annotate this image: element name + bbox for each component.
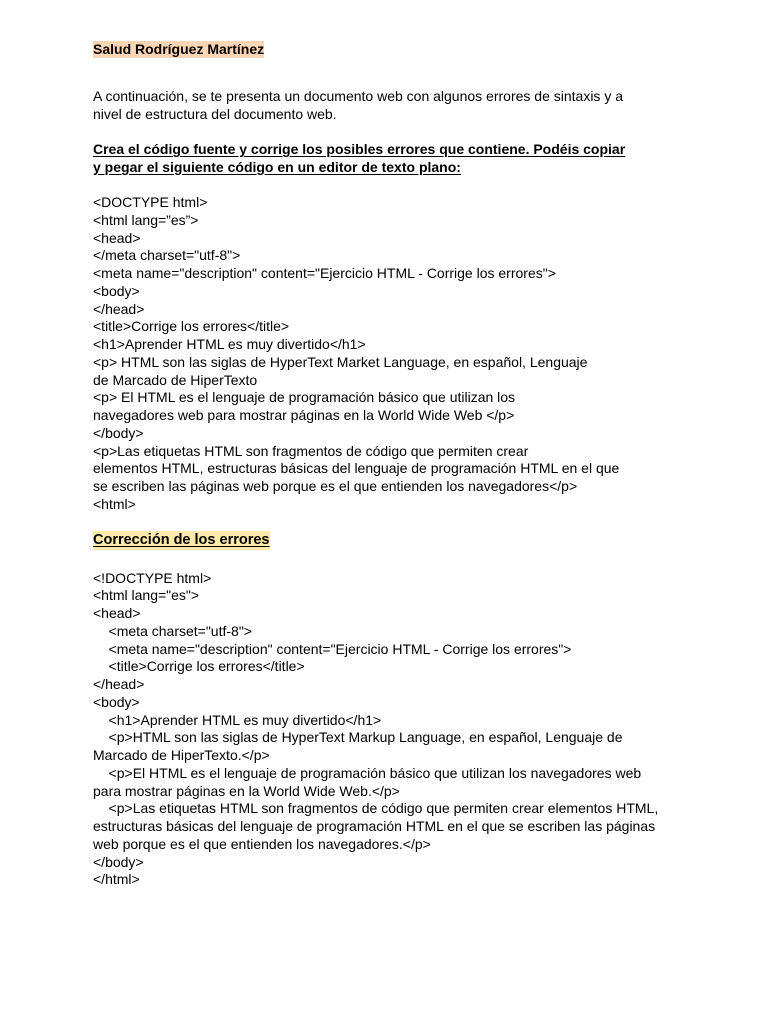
spacer (93, 550, 693, 570)
code-line: <p>Las etiquetas HTML son fragmentos de código que permiten crear elementos HTML, (93, 800, 659, 817)
corrected-code-block (93, 570, 693, 890)
code-line: <html lang=”es”> (93, 211, 199, 228)
code-line: Marcado de HiperTexto.</p> (93, 747, 270, 764)
correction-heading: Corrección de los errores (93, 531, 270, 548)
code-line: para mostrar páginas en la World Wide Web.</p> (93, 782, 400, 799)
code-line: <title>Corrige los errores</title> (93, 318, 290, 335)
code-line: navegadores web para mostrar páginas en la World Wide Web </p> (93, 407, 515, 424)
code-line: web porque es el que entienden los navegadores.</p> (93, 835, 431, 852)
spacer (93, 514, 693, 531)
code-line: <meta name="description" content="Ejercicio HTML - Corrige los errores"> (93, 640, 572, 657)
code-line: </body> (93, 424, 144, 441)
author-name: Salud Rodríguez Martínez (93, 41, 265, 57)
spacer (93, 59, 693, 88)
code-line: <p> El HTML es el lenguaje de programación básico que utilizan los (93, 389, 516, 406)
original-code-block (93, 194, 693, 514)
code-line: </html> (93, 871, 140, 888)
code-line: <p>El HTML es el lenguaje de programación básico que utilizan los navegadores web (93, 764, 642, 781)
code-line: <p> HTML son las siglas de HyperText Market Language, en español, Lenguaje (93, 353, 588, 370)
document-page (93, 41, 693, 889)
code-line: <body> (93, 693, 140, 710)
code-line: </meta charset="utf-8"> (93, 247, 241, 264)
code-line: <!DOCTYPE html> (93, 569, 212, 586)
spacer (93, 177, 693, 195)
code-line: <head> (93, 229, 141, 246)
code-line: <meta charset="utf-8"> (93, 622, 252, 639)
task-instructions: Crea el código fuente y corrige los posibles errores que contiene. Podéis copiar y pegar el siguiente código en un editor de texto plano: (93, 140, 626, 175)
code-line: <title>Corrige los errores</title> (93, 658, 305, 675)
code-line: elementos HTML, estructuras básicas del lenguaje de programación HTML en el que (93, 460, 620, 477)
code-line: </body> (93, 853, 144, 870)
code-line: <p>HTML son las siglas de HyperText Markup Language, en español, Lenguaje de (93, 729, 623, 746)
code-line: <p>Las etiquetas HTML son fragmentos de código que permiten crear (93, 442, 529, 459)
code-line: <body> (93, 282, 140, 299)
code-line: <html> (93, 495, 136, 512)
code-line: <DOCTYPE html> (93, 194, 208, 211)
code-line: </head> (93, 300, 145, 317)
code-line: de Marcado de HiperTexto (93, 371, 258, 388)
intro-paragraph: A continuación, se te presenta un documento web con algunos errores de sintaxis y a nivel de estructura del documento web. (93, 87, 623, 122)
code-line: <meta name="description" content="Ejercicio HTML - Corrige los errores"> (93, 265, 556, 282)
code-line: <html lang="es"> (93, 587, 200, 604)
code-line: <h1>Aprender HTML es muy divertido</h1> (93, 336, 366, 353)
code-line: se escriben las páginas web porque es el que entienden los navegadores</p> (93, 478, 578, 495)
code-line: <head> (93, 605, 141, 622)
code-line: <h1>Aprender HTML es muy divertido</h1> (93, 711, 382, 728)
code-line: </head> (93, 676, 145, 693)
code-line: estructuras básicas del lenguaje de programación HTML en el que se escriben las páginas (93, 818, 656, 835)
spacer (93, 123, 693, 141)
